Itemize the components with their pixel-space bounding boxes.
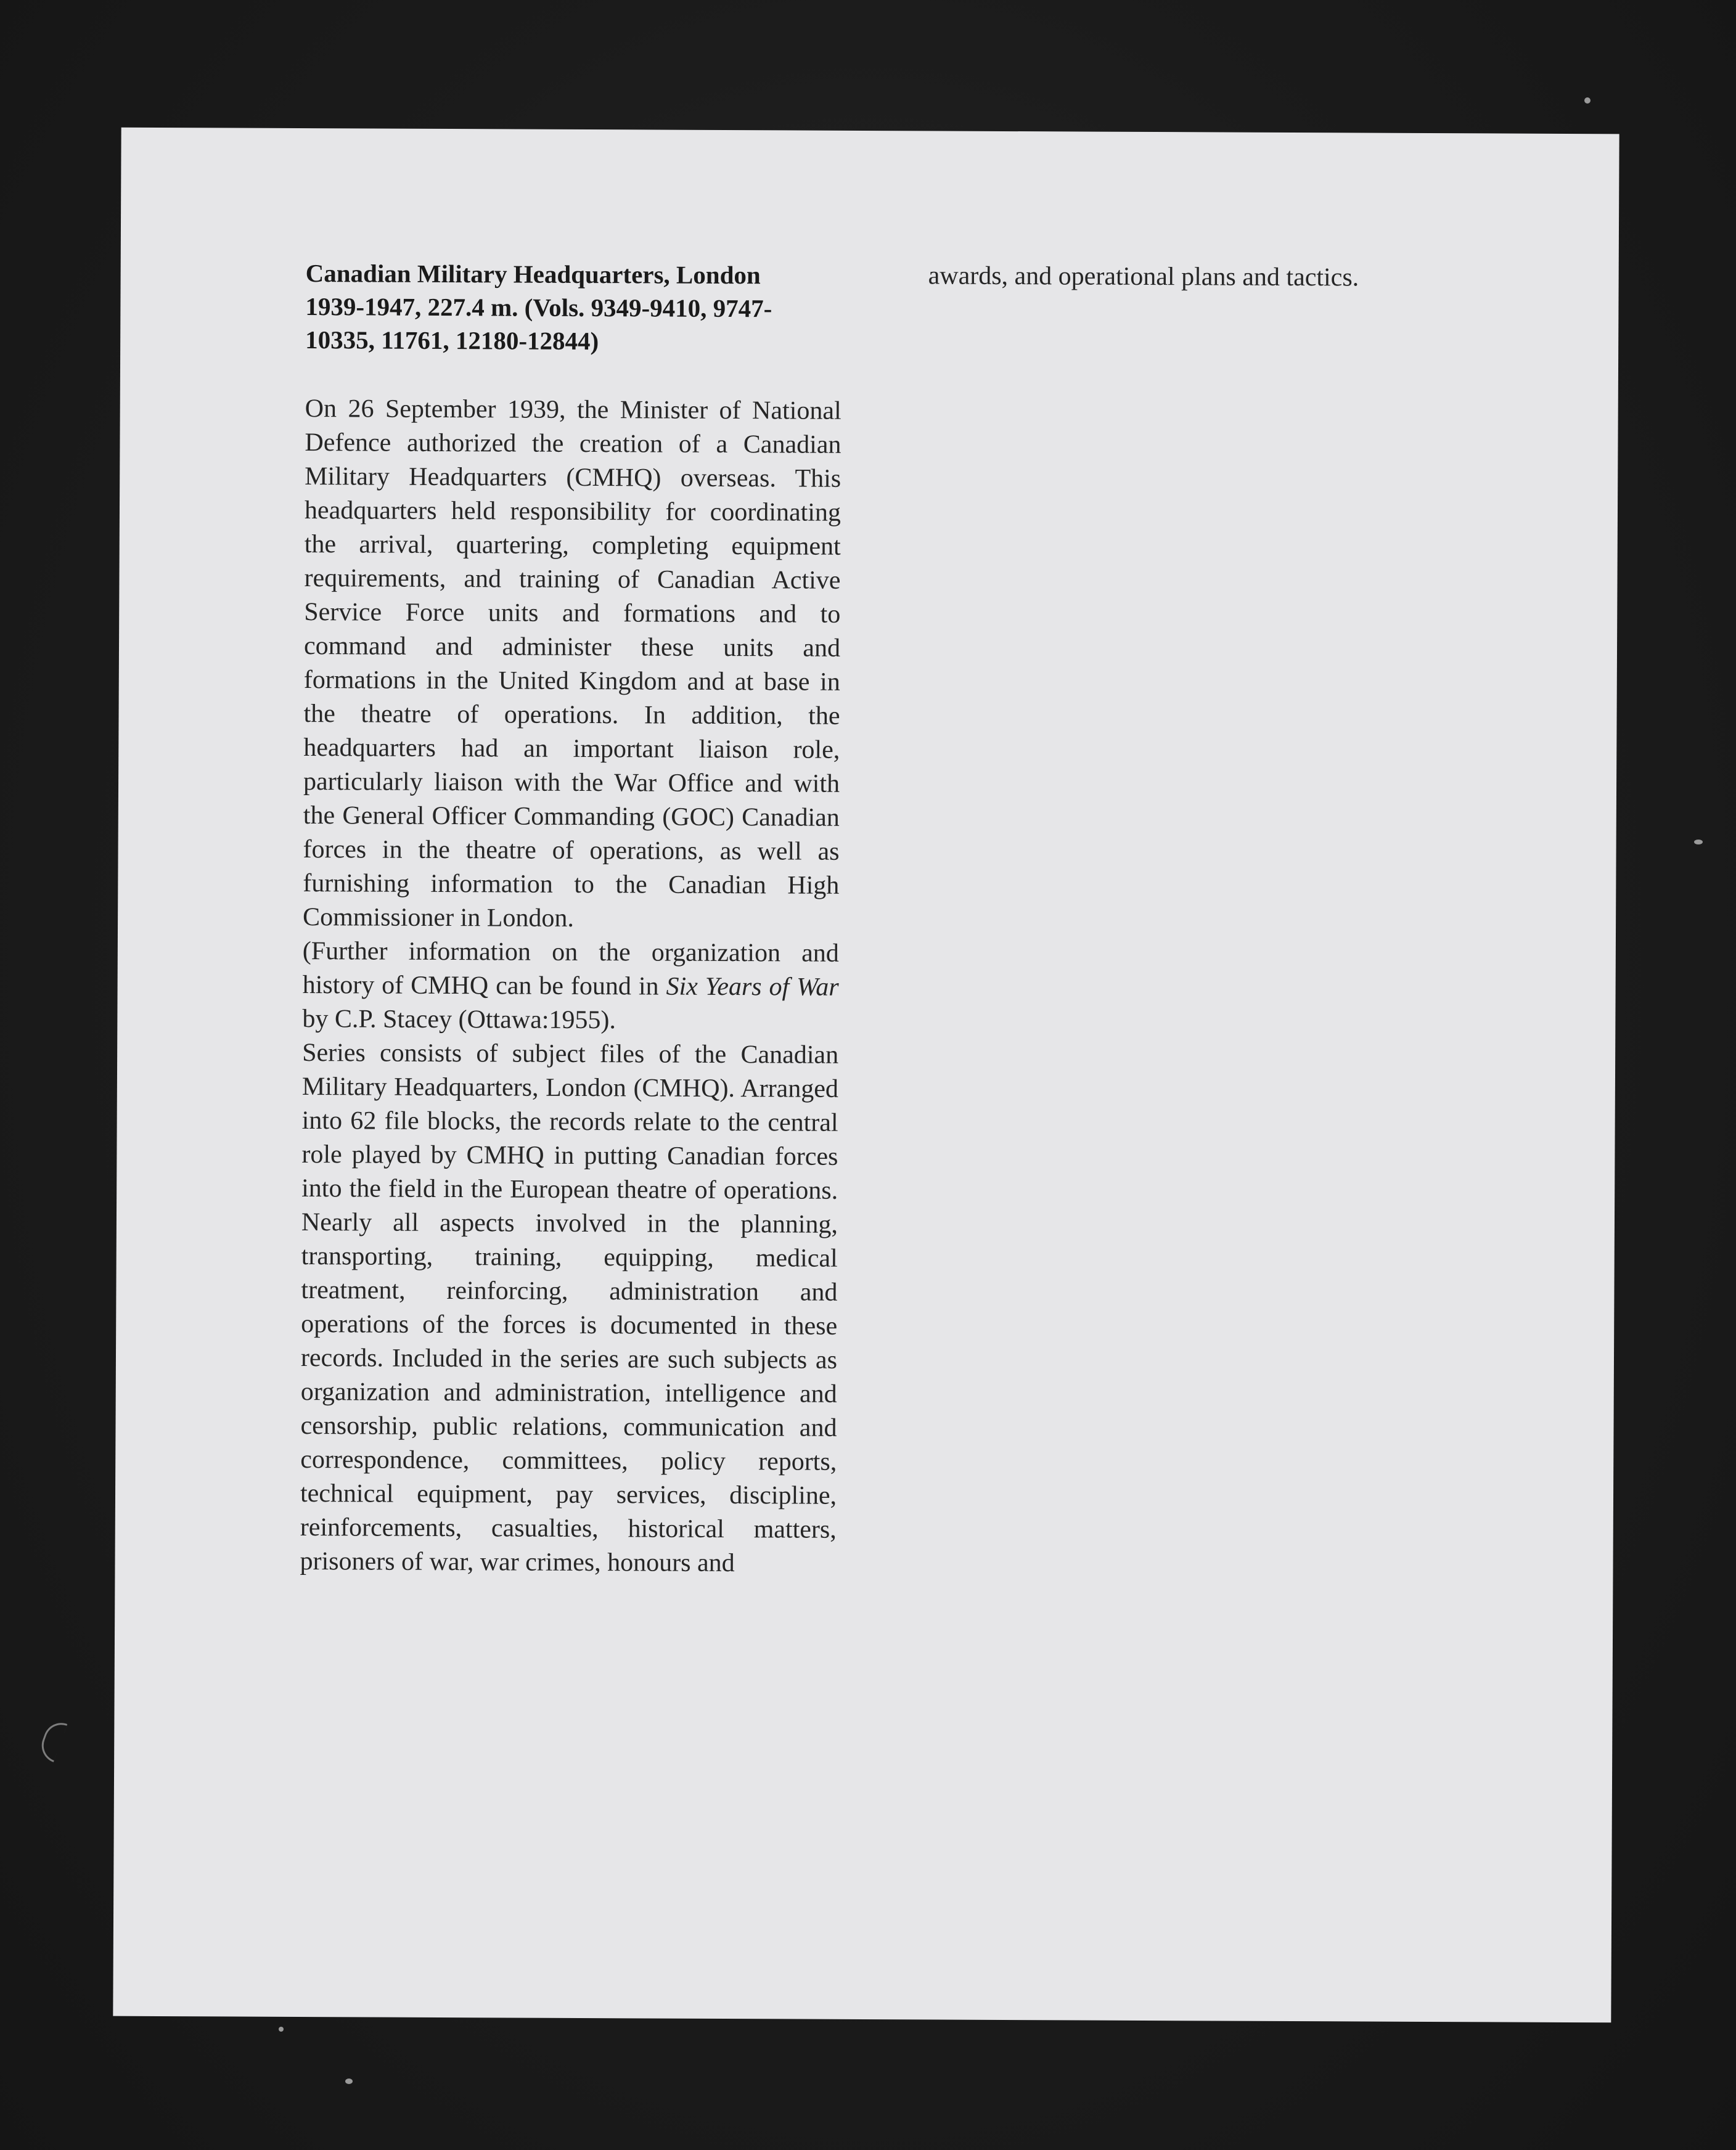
dust-speck xyxy=(1694,840,1703,844)
dust-speck xyxy=(279,2027,284,2032)
heading-line: 10335, 11761, 12180-12844) xyxy=(305,325,599,356)
left-column xyxy=(300,256,841,1581)
history-paragraph: On 26 September 1939, the Minister of National Defence authorized the creation of a Canadian Military Headquarters (CMHQ) overseas. This headquarters held responsibility for coordinating the arrival, quartering, completing equipment requirements, and training of Canadian Active Service Force units and formations and to command and administer these units and formations in the United Kingdom and at base in the theatre of operations. In addition, the headquarters had an important liaison role, particularly liaison with the War Office and with the General Officer Commanding (GOC) Canadian forces in the theatre of operations, as well as furnishing information to the Canadian High Commissioner in London. xyxy=(303,394,841,933)
series-heading xyxy=(305,256,842,359)
dust-speck xyxy=(345,2078,353,2084)
heading-line: Canadian Military Headquarters, London xyxy=(305,259,761,290)
heading-line: 1939-1947, 227.4 m. (Vols. 9349-9410, 9747- xyxy=(305,292,772,323)
book-title: Six Years of War xyxy=(666,972,839,1002)
dust-speck xyxy=(1584,97,1591,104)
reference-paragraph xyxy=(302,934,839,1039)
document-page xyxy=(113,128,1619,2023)
reference-text-after: by C.P. Stacey (Ottawa:1955). xyxy=(302,1005,616,1035)
right-column xyxy=(928,259,1434,295)
scope-paragraph: Series consists of subject files of the Canadian Military Headquarters, London (CMHQ). Arranged into 62 file blocks, the records relate to the central role played by CMHQ in putting Canadian forces into the field in the European theatre of operations. Nearly all aspects involved in the planning, transporting, training, equipping, medical treatment, reinforcing, administration and operations of the forces is documented in these records. Included in the series are such subjects as organization and administration, intelligence and censorship, public relations, communication and correspondence, committees, policy reports, technical equipment, pay services, discipline, reinforcements, casualties, historical matters, prisoners of war, war crimes, honours and xyxy=(300,1039,839,1578)
scope-paragraph-continuation: awards, and operational plans and tactics. xyxy=(928,261,1359,292)
reference-text-before: (Further information on the organization and history of CMHQ can be found in xyxy=(302,937,839,1001)
